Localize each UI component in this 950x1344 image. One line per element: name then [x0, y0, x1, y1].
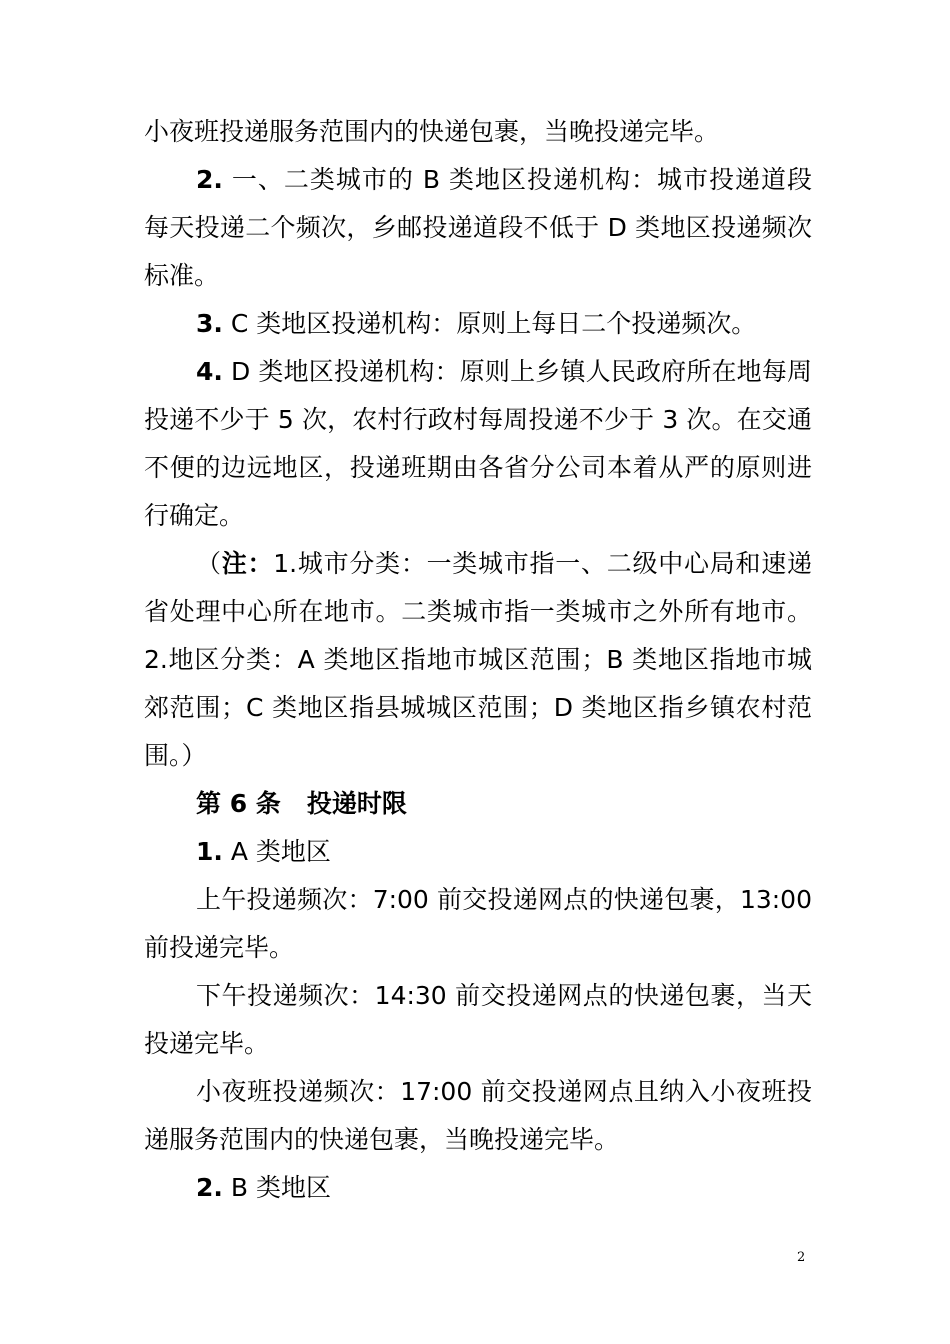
paragraph-text: 小夜班投递服务范围内的快递包裹，当晚投递完毕。 — [144, 117, 720, 146]
article-number: 第 6 条 — [196, 789, 281, 818]
paragraph-item-4 — [144, 348, 812, 540]
paragraph-night-delivery — [144, 1068, 812, 1164]
section-a-heading — [144, 828, 812, 876]
item-number: 2. — [196, 1173, 223, 1202]
article-heading — [144, 780, 812, 828]
paragraph-pm-delivery — [144, 972, 812, 1068]
page-number: 2 — [797, 1250, 806, 1265]
article-title: 投递时限 — [306, 789, 407, 818]
item-number: 3. — [196, 309, 223, 338]
section-b-heading — [144, 1164, 812, 1212]
paragraph-am-delivery — [144, 876, 812, 972]
document-body — [144, 108, 812, 1212]
paragraph-text: 下午投递频次：14:30 前交投递网点的快递包裹，当天投递完毕。 — [144, 981, 812, 1058]
item-number: 1. — [196, 837, 223, 866]
paragraph-item-2 — [144, 156, 812, 300]
item-number: 4. — [196, 357, 223, 386]
note-text: 1.城市分类：一类城市指一、二级中心局和速递省处理中心所在地市。二类城市指一类城市之外所有地市。2.地区分类：A 类地区指地市城区范围；B 类地区指地市城郊范围；C 类地区指县城城区范围；D 类地区指乡镇农村范围。） — [144, 549, 812, 770]
paragraph-text: 小夜班投递频次：17:00 前交投递网点且纳入小夜班投递服务范围内的快递包裹，当晚投递完毕。 — [144, 1077, 812, 1154]
item-text: D 类地区投递机构：原则上乡镇人民政府所在地每周投递不少于 5 次，农村行政村每周投递不少于 3 次。在交通不便的边远地区，投递班期由各省分公司本着从严的原则进行确定。 — [144, 357, 812, 530]
item-text: 一、二类城市的 B 类地区投递机构：城市投递道段每天投递二个频次，乡邮投递道段不低于 D 类地区投递频次标准。 — [144, 165, 812, 290]
item-number: 2. — [196, 165, 223, 194]
paragraph-item-3 — [144, 300, 812, 348]
item-text: B 类地区 — [222, 1173, 331, 1202]
item-text: C 类地区投递机构：原则上每日二个投递频次。 — [222, 309, 757, 338]
note-open-paren: （ — [196, 549, 222, 578]
item-text: A 类地区 — [222, 837, 331, 866]
note-paragraph — [144, 540, 812, 780]
paragraph-continuation — [144, 108, 812, 156]
paragraph-text: 上午投递频次：7:00 前交投递网点的快递包裹，13:00 前投递完毕。 — [144, 885, 812, 962]
note-label: 注： — [221, 549, 274, 578]
